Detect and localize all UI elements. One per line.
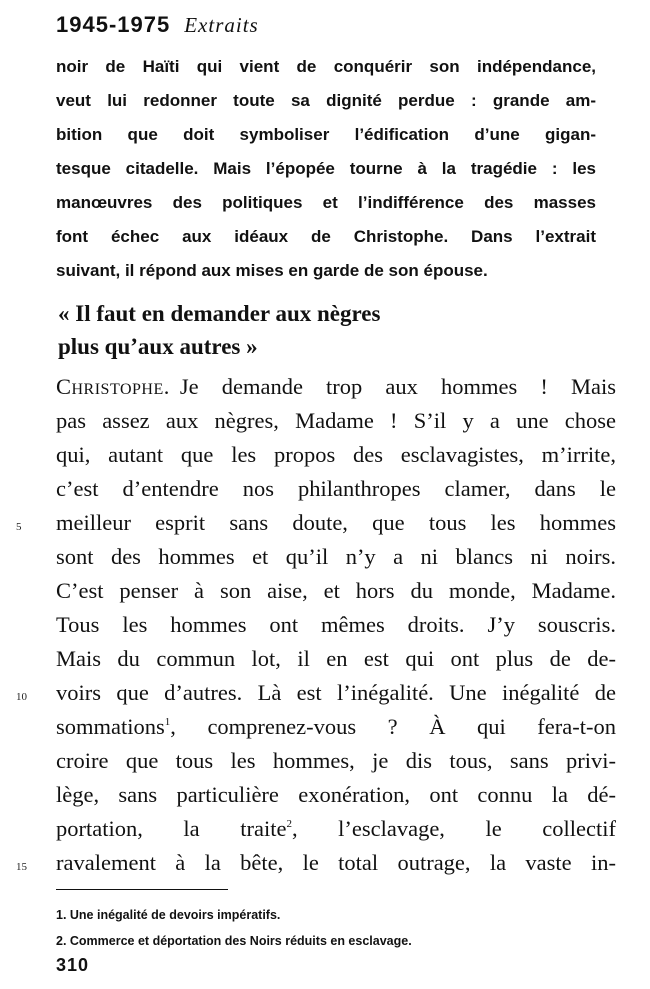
intro-line: veut lui redonner toute sa dignité perdue : grande am- bbox=[56, 91, 596, 110]
page-number: 310 bbox=[56, 955, 90, 975]
excerpt-line: C’est penser à son aise, et hors du monde, Madame. bbox=[56, 578, 616, 603]
excerpt-title-line: « Il faut en demander aux nègres bbox=[58, 301, 381, 326]
footnote-ref: 1 bbox=[164, 716, 171, 728]
excerpt-line: qui, autant que les propos des esclavagistes, m’irrite, bbox=[56, 442, 616, 467]
footnotes bbox=[56, 902, 616, 954]
running-header bbox=[56, 12, 259, 42]
excerpt-line bbox=[56, 710, 616, 744]
excerpt-line: Mais du commun lot, il en est qui ont plus de de- bbox=[56, 646, 616, 671]
footnote: 1. Une inégalité de devoirs impératifs. bbox=[56, 908, 281, 922]
footnote: 2. Commerce et déportation des Noirs réduits en esclavage. bbox=[56, 934, 412, 948]
line-number: 5 bbox=[16, 521, 22, 533]
intro-line: bition que doit symboliser l’édification d’une gigan- bbox=[56, 125, 596, 144]
excerpt-line: meilleur esprit sans doute, que tous les hommes bbox=[56, 510, 616, 535]
excerpt-line-text: , comprenez-vous ? À qui fera-t-on bbox=[170, 714, 616, 739]
excerpt-line: lège, sans particulière exonération, ont connu la dé- bbox=[56, 782, 616, 807]
excerpt-title-line: plus qu’aux autres » bbox=[58, 334, 258, 359]
intro-line: font échec aux idéaux de Christophe. Dans l’extrait bbox=[56, 227, 596, 246]
intro-line: manœuvres des politiques et l’indifférence des masses bbox=[56, 193, 596, 212]
footnote-rule bbox=[56, 889, 228, 890]
header-years: 1945-1975 bbox=[56, 12, 171, 37]
excerpt-line: Tous les hommes ont mêmes droits. J’y souscris. bbox=[56, 612, 616, 637]
excerpt-line: croire que tous les hommes, je dis tous, sans privi- bbox=[56, 748, 616, 773]
footnote-ref: 2 bbox=[286, 818, 292, 830]
header-section: Extraits bbox=[184, 13, 259, 37]
excerpt-line: ravalement à la bête, le total outrage, la vaste in- bbox=[56, 850, 616, 875]
intro-line: tesque citadelle. Mais l’épopée tourne à la tragédie : les bbox=[56, 159, 596, 178]
excerpt-line-text: , l’esclavage, le collectif bbox=[291, 816, 616, 841]
excerpt-line-text: sommations bbox=[56, 714, 165, 739]
excerpt-line: pas assez aux nègres, Madame ! S’il y a une chose bbox=[56, 408, 616, 433]
excerpt-line bbox=[56, 812, 616, 846]
speaker-name: Christophe. bbox=[56, 374, 170, 399]
intro-line: noir de Haïti qui vient de conquérir son indépendance, bbox=[56, 57, 596, 76]
excerpt-line: voirs que d’autres. Là est l’inégalité. Une inégalité de bbox=[56, 680, 616, 705]
line-number: 15 bbox=[16, 861, 27, 873]
intro-line: suivant, il répond aux mises en garde de son épouse. bbox=[56, 261, 488, 280]
intro-paragraph bbox=[56, 50, 596, 288]
excerpt-line-text: portation, la traite bbox=[56, 816, 287, 841]
line-number: 10 bbox=[16, 691, 27, 703]
excerpt-text bbox=[56, 370, 616, 880]
excerpt-line: sont des hommes et qu’il n’y a ni blancs ni noirs. bbox=[56, 544, 616, 569]
excerpt-line bbox=[56, 370, 616, 404]
excerpt-title bbox=[58, 297, 578, 363]
excerpt-line-text: Je demande trop aux hommes ! Mais bbox=[179, 374, 616, 399]
excerpt-line: c’est d’entendre nos philanthropes clamer, dans le bbox=[56, 476, 616, 501]
